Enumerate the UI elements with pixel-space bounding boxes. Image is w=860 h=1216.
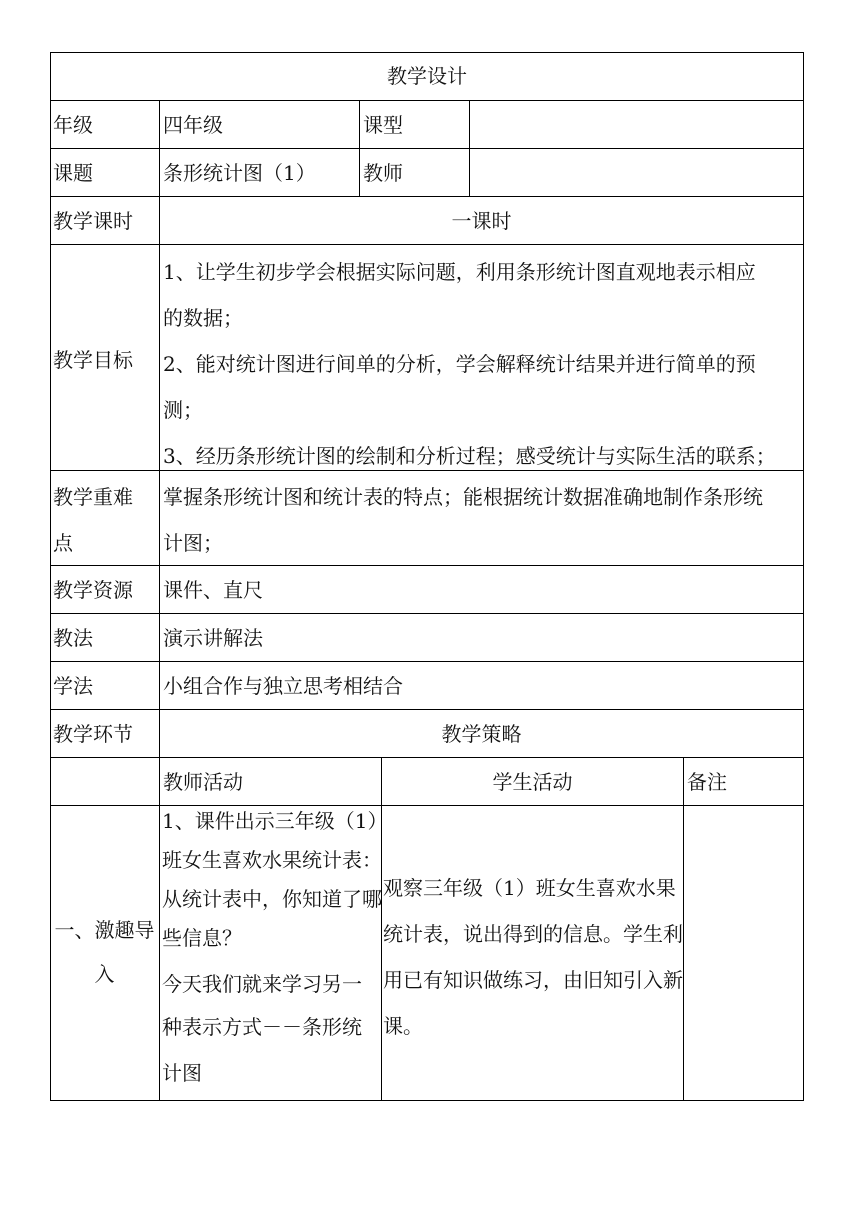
student-activity-line: 观察三年级（1）班女生喜欢水果 xyxy=(383,876,676,900)
key-points-label xyxy=(53,474,133,566)
key-points-text xyxy=(163,474,763,566)
goals-label: 教学目标 xyxy=(53,348,133,372)
teacher-activity-line: 1、课件出示三年级（1） xyxy=(162,809,388,833)
student-activity-line: 课。 xyxy=(383,1014,423,1038)
strategy-header: 教学策略 xyxy=(441,722,522,746)
stage1-student-activity xyxy=(383,865,683,1049)
stage1-name-line: 入 xyxy=(94,962,115,986)
grade-label: 年级 xyxy=(53,113,93,137)
row-line xyxy=(50,100,804,101)
teacher-activity-line: 从统计表中，你知道了哪 xyxy=(162,887,382,911)
stage1-name xyxy=(50,908,159,996)
goals-line: 的数据； xyxy=(163,306,243,330)
goals-line: 1、让学生初步学会根据实际问题，利用条形统计图直观地表示相应 xyxy=(163,260,756,284)
row-line xyxy=(50,244,804,245)
teacher-activity-header: 教师活动 xyxy=(163,770,243,794)
goals-text xyxy=(163,249,776,479)
col-line xyxy=(359,100,360,196)
student-activity-header: 学生活动 xyxy=(492,770,573,794)
learning-value: 小组合作与独立思考相结合 xyxy=(163,674,403,698)
period-value: 一课时 xyxy=(451,209,512,233)
stage1-teacher-activity xyxy=(162,802,387,1096)
resources-label: 教学资源 xyxy=(53,578,133,602)
col-line xyxy=(159,100,160,1101)
goals-line: 3、经历条形统计图的绘制和分析过程；感受统计与实际生活的联系； xyxy=(163,444,776,468)
teacher-activity-line: 种表示方式－－条形统 xyxy=(162,1015,362,1039)
learning-label: 学法 xyxy=(53,674,93,698)
stage-header-label: 教学环节 xyxy=(53,722,133,746)
note-header: 备注 xyxy=(687,770,727,794)
row-line xyxy=(50,196,804,197)
row-line xyxy=(50,148,804,149)
row-line xyxy=(50,661,804,662)
teacher-activity-line: 些信息？ xyxy=(162,926,242,950)
col-line xyxy=(683,757,684,1101)
row-line xyxy=(50,613,804,614)
method-label: 教法 xyxy=(53,626,93,650)
goals-line: 测； xyxy=(163,398,203,422)
grade-value: 四年级 xyxy=(163,113,223,137)
table-border-top xyxy=(50,52,804,53)
student-activity-line: 统计表，说出得到的信息。学生利 xyxy=(383,922,683,946)
key-points-label-line: 教学重难 xyxy=(53,485,133,509)
period-label: 教学课时 xyxy=(53,209,133,233)
teacher-activity-line: 今天我们就来学习另一 xyxy=(162,972,362,996)
goals-line: 2、能对统计图进行间单的分析，学会解释统计结果并进行简单的预 xyxy=(163,352,756,376)
topic-label: 课题 xyxy=(53,161,93,185)
topic-value: 条形统计图（1） xyxy=(163,161,316,185)
key-points-line: 计图； xyxy=(163,531,223,555)
row-line xyxy=(50,757,804,758)
col-line xyxy=(469,100,470,196)
method-value: 演示讲解法 xyxy=(163,626,263,650)
table-title: 教学设计 xyxy=(387,64,467,88)
row-line xyxy=(50,709,804,710)
student-activity-line: 用已有知识做练习，由旧知引入新 xyxy=(383,968,683,992)
key-points-label-line: 点 xyxy=(53,531,73,555)
teacher-label: 教师 xyxy=(363,161,403,185)
teacher-activity-line: 计图 xyxy=(162,1061,202,1085)
lesson-type-label: 课型 xyxy=(363,113,403,137)
table-border-right xyxy=(803,52,804,1101)
resources-value: 课件、直尺 xyxy=(163,578,263,602)
teacher-activity-line: 班女生喜欢水果统计表： xyxy=(162,848,382,872)
table-border-bottom xyxy=(50,1100,804,1101)
stage1-name-line: 一、激趣导 xyxy=(54,918,155,942)
key-points-line: 掌握条形统计图和统计表的特点；能根据统计数据准确地制作条形统 xyxy=(163,485,763,509)
